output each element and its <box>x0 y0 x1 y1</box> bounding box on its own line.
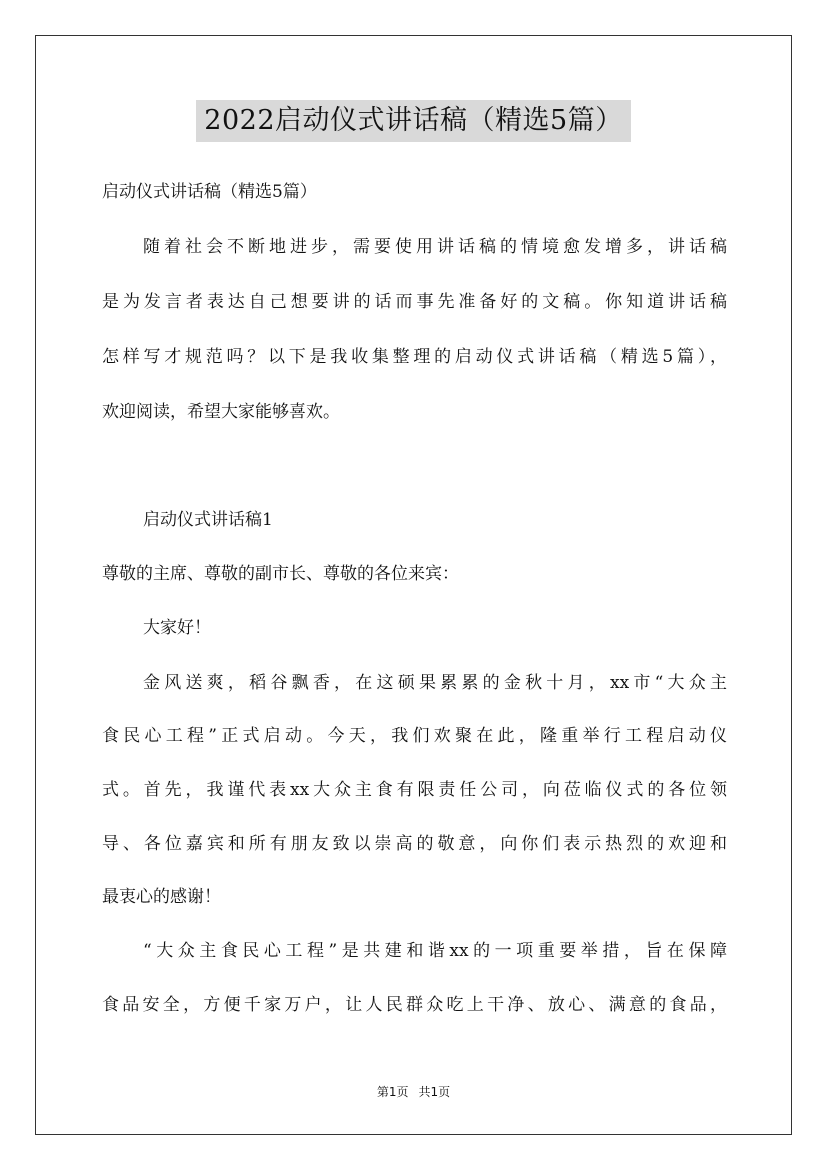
section-heading: 启动仪式讲话稿1 <box>143 510 273 530</box>
paragraph-line: 是为发言者表达自己想要讲的话而事先准备好的文稿。你知道讲话稿 <box>102 292 727 312</box>
paragraph-line: 食民心工程”正式启动。今天，我们欢聚在此，隆重举行工程启动仪 <box>102 726 727 746</box>
paragraph-line: 食品安全，方便千家万户，让人民群众吃上干净、放心、满意的食品， <box>102 995 727 1015</box>
title-container <box>0 100 827 142</box>
paragraph-line: “大众主食民心工程”是共建和谐xx的一项重要举措，旨在保障 <box>143 941 727 961</box>
greeting-line: 大家好！ <box>143 618 211 638</box>
paragraph-line: 式。首先，我谨代表xx大众主食有限责任公司，向莅临仪式的各位领 <box>102 780 727 800</box>
page-number: 第1页 <box>376 1085 409 1099</box>
paragraph-line: 最衷心的感谢！ <box>102 887 221 907</box>
paragraph-line: 导、各位嘉宾和所有朋友致以崇高的敬意，向你们表示热烈的欢迎和 <box>102 834 727 854</box>
page-total: 共1页 <box>418 1085 451 1099</box>
salutation-line: 尊敬的主席、尊敬的副市长、尊敬的各位来宾： <box>102 564 459 584</box>
page-footer <box>0 1083 827 1100</box>
subtitle-line: 启动仪式讲话稿（精选5篇） <box>102 182 317 202</box>
paragraph-line: 随着社会不断地进步，需要使用讲话稿的情境愈发增多，讲话稿 <box>143 237 727 257</box>
document-title: 2022启动仪式讲话稿（精选5篇） <box>196 100 630 142</box>
paragraph-line: 怎样写才规范吗？以下是我收集整理的启动仪式讲话稿（精选5篇）， <box>102 347 727 367</box>
paragraph-line: 金风送爽，稻谷飘香，在这硕果累累的金秋十月，xx市“大众主 <box>143 673 727 693</box>
paragraph-line: 欢迎阅读，希望大家能够喜欢。 <box>102 402 340 422</box>
